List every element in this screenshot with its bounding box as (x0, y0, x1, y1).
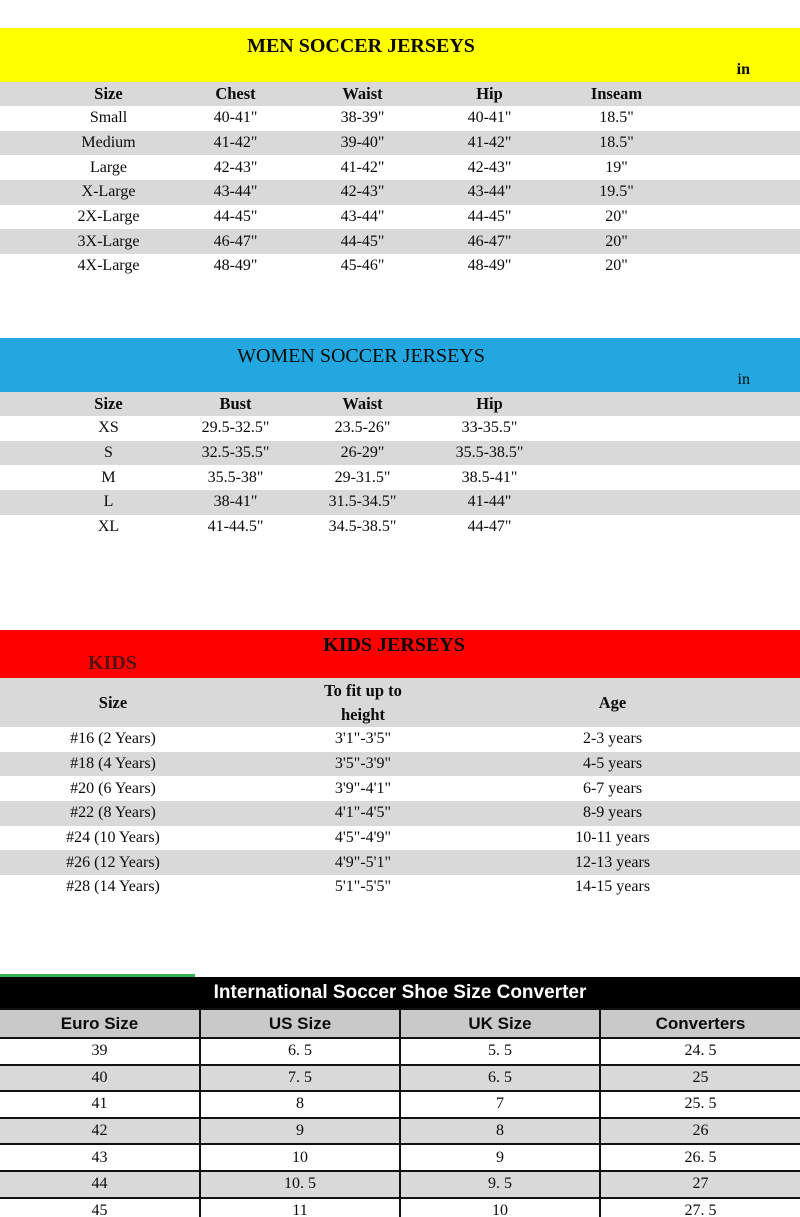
spacer-cell (725, 850, 800, 875)
spacer-cell (680, 131, 800, 156)
men-cell-inseam: 18.5" (599, 134, 634, 152)
men-cell-size: Large (89, 158, 127, 176)
kids-cell-height: 4'5"-4'9" (334, 829, 392, 847)
shoes-cell-uk: 10 (400, 1198, 600, 1217)
men-table-row (0, 155, 800, 180)
men-cell-hip: 42-43" (467, 158, 512, 176)
spacer-cell (680, 106, 800, 131)
shoes-cell-us: 8 (200, 1091, 400, 1118)
men-cell-inseam: 20" (605, 232, 628, 250)
kids-cell-size: #24 (10 Years) (66, 829, 160, 847)
women-cell-waist: 31.5-34.5" (328, 493, 397, 511)
men-cell-inseam: 18.5" (599, 109, 634, 127)
spacer-cell (680, 82, 800, 106)
women-jerseys-table (0, 392, 800, 539)
kids-table-row (0, 875, 800, 900)
shoes-table-row (0, 1144, 800, 1171)
kids-table-row (0, 850, 800, 875)
shoes-table-row (0, 1118, 800, 1145)
men-cell-waist: 39-40" (340, 134, 385, 152)
men-cell-inseam: 20" (605, 208, 628, 226)
kids-cell-age: 8-9 years (582, 804, 643, 822)
women-cell-size: S (104, 444, 113, 462)
shoes-cell-converters: 25 (600, 1065, 800, 1092)
women-cell-waist: 23.5-26" (334, 419, 391, 437)
shoes-cell-us: 11 (200, 1198, 400, 1217)
kids-cell-size: #22 (8 Years) (70, 804, 156, 822)
women-table-row (0, 515, 800, 540)
women-table-row (0, 441, 800, 466)
men-table-row (0, 131, 800, 156)
kids-col-size: Size (98, 692, 128, 712)
shoes-cell-euro: 39 (0, 1038, 200, 1065)
kids-table-row (0, 752, 800, 777)
men-cell-size: X-Large (81, 183, 136, 201)
shoes-cell-uk: 8 (400, 1118, 600, 1145)
kids-jerseys-table (0, 678, 800, 900)
kids-cell-height: 4'1"-4'5" (334, 804, 392, 822)
spacer-cell (553, 465, 800, 490)
men-cell-chest: 41-42" (213, 134, 258, 152)
spacer-cell (0, 441, 45, 466)
men-cell-chest: 43-44" (213, 183, 258, 201)
kids-table-row (0, 727, 800, 752)
spacer-cell (725, 727, 800, 752)
shoes-header-row (0, 1009, 800, 1038)
shoes-cell-us: 9 (200, 1118, 400, 1145)
men-cell-size: 2X-Large (77, 208, 140, 226)
kids-corner-label: KIDS (88, 652, 137, 674)
men-cell-chest: 48-49" (213, 257, 258, 275)
men-cell-waist: 45-46" (340, 257, 385, 275)
shoes-table-row (0, 1171, 800, 1198)
kids-col-height-label: To fit up to height (324, 680, 402, 724)
men-table-row (0, 205, 800, 230)
men-jerseys-banner (0, 28, 800, 82)
men-table-row (0, 106, 800, 131)
kids-jerseys-title: KIDS JERSEYS (323, 634, 465, 656)
kids-col-height (226, 678, 500, 727)
women-cell-size: XL (97, 518, 120, 536)
spacer-cell (0, 229, 45, 254)
spacer-cell (0, 490, 45, 515)
women-cell-hip: 35.5-38.5" (455, 444, 524, 462)
men-header-row (0, 82, 800, 106)
men-cell-hip: 40-41" (467, 109, 512, 127)
women-col-waist: Waist (342, 394, 383, 413)
women-cell-bust: 38-41" (213, 493, 258, 511)
spacer-cell (0, 392, 45, 416)
spacer-cell (0, 180, 45, 205)
women-cell-waist: 29-31.5" (334, 468, 391, 486)
shoes-cell-euro: 40 (0, 1065, 200, 1092)
men-cell-chest: 44-45" (213, 208, 258, 226)
spacer-cell (725, 801, 800, 826)
men-cell-chest: 40-41" (213, 109, 258, 127)
spacer-cell (0, 254, 45, 279)
men-col-inseam: Inseam (590, 84, 643, 103)
women-cell-waist: 26-29" (340, 444, 385, 462)
shoes-cell-converters: 25. 5 (600, 1091, 800, 1118)
women-table-row (0, 490, 800, 515)
women-table-row (0, 416, 800, 441)
women-cell-size: M (101, 468, 116, 486)
spacer-cell (725, 875, 800, 900)
kids-cell-age: 2-3 years (582, 730, 643, 748)
men-cell-waist: 42-43" (340, 183, 385, 201)
men-cell-inseam: 20" (605, 257, 628, 275)
shoe-converter-title: International Soccer Shoe Size Converter (0, 977, 800, 1008)
shoes-col-converters: Converters (600, 1009, 800, 1038)
men-cell-waist: 41-42" (340, 158, 385, 176)
kids-cell-height: 3'1"-3'5" (334, 730, 392, 748)
shoes-cell-converters: 26 (600, 1118, 800, 1145)
spacer-cell (553, 490, 800, 515)
men-cell-hip: 48-49" (467, 257, 512, 275)
shoes-cell-uk: 9 (400, 1144, 600, 1171)
shoes-cell-uk: 9. 5 (400, 1171, 600, 1198)
women-header-row (0, 392, 800, 416)
shoes-cell-euro: 43 (0, 1144, 200, 1171)
men-cell-size: Medium (81, 134, 136, 152)
spacer-cell (0, 106, 45, 131)
shoes-cell-euro: 42 (0, 1118, 200, 1145)
men-cell-waist: 43-44" (340, 208, 385, 226)
women-cell-hip: 38.5-41" (461, 468, 518, 486)
shoes-col-us: US Size (200, 1009, 400, 1038)
shoes-table-row (0, 1038, 800, 1065)
women-cell-bust: 32.5-35.5" (201, 444, 270, 462)
spacer-cell (0, 205, 45, 230)
shoe-converter-section (0, 977, 800, 1217)
men-cell-size: Small (89, 109, 128, 127)
shoes-cell-euro: 45 (0, 1198, 200, 1217)
spacer-cell (725, 752, 800, 777)
spacer-cell (553, 515, 800, 540)
spacer-cell (0, 155, 45, 180)
women-cell-size: XS (98, 419, 119, 437)
women-cell-hip: 44-47" (467, 518, 512, 536)
men-cell-chest: 46-47" (213, 232, 258, 250)
women-cell-hip: 41-44" (467, 493, 512, 511)
kids-cell-height: 3'5"-3'9" (334, 755, 392, 773)
men-col-size: Size (94, 84, 123, 103)
spacer-cell (553, 441, 800, 466)
kids-cell-size: #20 (6 Years) (70, 779, 156, 797)
men-col-chest: Chest (215, 84, 256, 103)
women-unit-label: in (737, 371, 750, 388)
spacer-cell (725, 826, 800, 851)
shoes-cell-us: 6. 5 (200, 1038, 400, 1065)
spacer-cell (553, 416, 800, 441)
spacer-cell (0, 82, 45, 106)
kids-cell-size: #28 (14 Years) (66, 878, 160, 896)
women-cell-bust: 35.5-38" (207, 468, 264, 486)
shoes-cell-uk: 7 (400, 1091, 600, 1118)
spacer-cell (680, 229, 800, 254)
shoes-cell-us: 10 (200, 1144, 400, 1171)
kids-table-row (0, 826, 800, 851)
kids-cell-height: 4'9"-5'1" (334, 853, 392, 871)
spacer-cell (553, 392, 800, 416)
women-cell-bust: 29.5-32.5" (201, 419, 270, 437)
shoes-cell-converters: 27 (600, 1171, 800, 1198)
men-jerseys-title: MEN SOCCER JERSEYS (247, 35, 475, 57)
shoes-cell-euro: 41 (0, 1091, 200, 1118)
men-cell-size: 4X-Large (77, 257, 140, 275)
shoes-cell-us: 7. 5 (200, 1065, 400, 1092)
women-jerseys-banner (0, 338, 800, 392)
men-cell-hip: 43-44" (467, 183, 512, 201)
men-cell-hip: 41-42" (467, 134, 512, 152)
shoes-col-euro: Euro Size (0, 1009, 200, 1038)
kids-cell-height: 5'1"-5'5" (334, 878, 392, 896)
spacer-cell (0, 465, 45, 490)
kids-cell-age: 6-7 years (582, 779, 643, 797)
men-table-row (0, 229, 800, 254)
shoes-cell-converters: 27. 5 (600, 1198, 800, 1217)
shoes-table-row (0, 1065, 800, 1092)
shoes-col-uk: UK Size (400, 1009, 600, 1038)
kids-cell-age: 12-13 years (574, 853, 651, 871)
spacer-cell (725, 776, 800, 801)
men-cell-inseam: 19.5" (599, 183, 634, 201)
men-jerseys-table (0, 82, 800, 279)
spacer-cell (0, 131, 45, 156)
shoes-cell-uk: 6. 5 (400, 1065, 600, 1092)
men-cell-inseam: 19" (605, 158, 628, 176)
women-jerseys-title: WOMEN SOCCER JERSEYS (237, 345, 485, 367)
spacer-cell (725, 678, 800, 727)
kids-header-row (0, 678, 800, 727)
men-cell-waist: 38-39" (340, 109, 385, 127)
women-table-row (0, 465, 800, 490)
kids-jerseys-banner (0, 630, 800, 678)
kids-table-row (0, 776, 800, 801)
kids-cell-age: 4-5 years (582, 755, 643, 773)
women-cell-waist: 34.5-38.5" (328, 518, 397, 536)
women-cell-bust: 41-44.5" (207, 518, 264, 536)
shoes-table-row (0, 1091, 800, 1118)
shoes-cell-euro: 44 (0, 1171, 200, 1198)
men-cell-hip: 46-47" (467, 232, 512, 250)
shoes-cell-converters: 26. 5 (600, 1144, 800, 1171)
kids-cell-height: 3'9"-4'1" (334, 779, 392, 797)
men-cell-waist: 44-45" (340, 232, 385, 250)
shoe-converter-table (0, 1008, 800, 1217)
men-col-waist: Waist (342, 84, 383, 103)
kids-col-age: Age (598, 692, 627, 712)
men-table-row (0, 180, 800, 205)
kids-cell-size: #16 (2 Years) (70, 730, 156, 748)
kids-cell-age: 14-15 years (574, 878, 651, 896)
men-table-row (0, 254, 800, 279)
women-col-size: Size (94, 394, 123, 413)
shoes-table-row (0, 1198, 800, 1217)
kids-cell-size: #18 (4 Years) (70, 755, 156, 773)
spacer-cell (680, 254, 800, 279)
spacer-cell (0, 515, 45, 540)
kids-cell-age: 10-11 years (575, 829, 650, 847)
men-cell-size: 3X-Large (77, 232, 140, 250)
men-unit-label: in (736, 61, 750, 78)
spacer-cell (680, 155, 800, 180)
kids-cell-size: #26 (12 Years) (66, 853, 160, 871)
women-col-bust: Bust (219, 394, 252, 413)
women-col-hip: Hip (476, 394, 503, 413)
shoes-cell-uk: 5. 5 (400, 1038, 600, 1065)
shoes-cell-converters: 24. 5 (600, 1038, 800, 1065)
men-cell-hip: 44-45" (467, 208, 512, 226)
shoes-cell-us: 10. 5 (200, 1171, 400, 1198)
men-cell-chest: 42-43" (213, 158, 258, 176)
spacer-cell (0, 416, 45, 441)
women-cell-hip: 33-35.5" (461, 419, 518, 437)
kids-table-row (0, 801, 800, 826)
spacer-cell (680, 180, 800, 205)
women-cell-size: L (103, 493, 114, 511)
men-col-hip: Hip (476, 84, 503, 103)
spacer-cell (680, 205, 800, 230)
